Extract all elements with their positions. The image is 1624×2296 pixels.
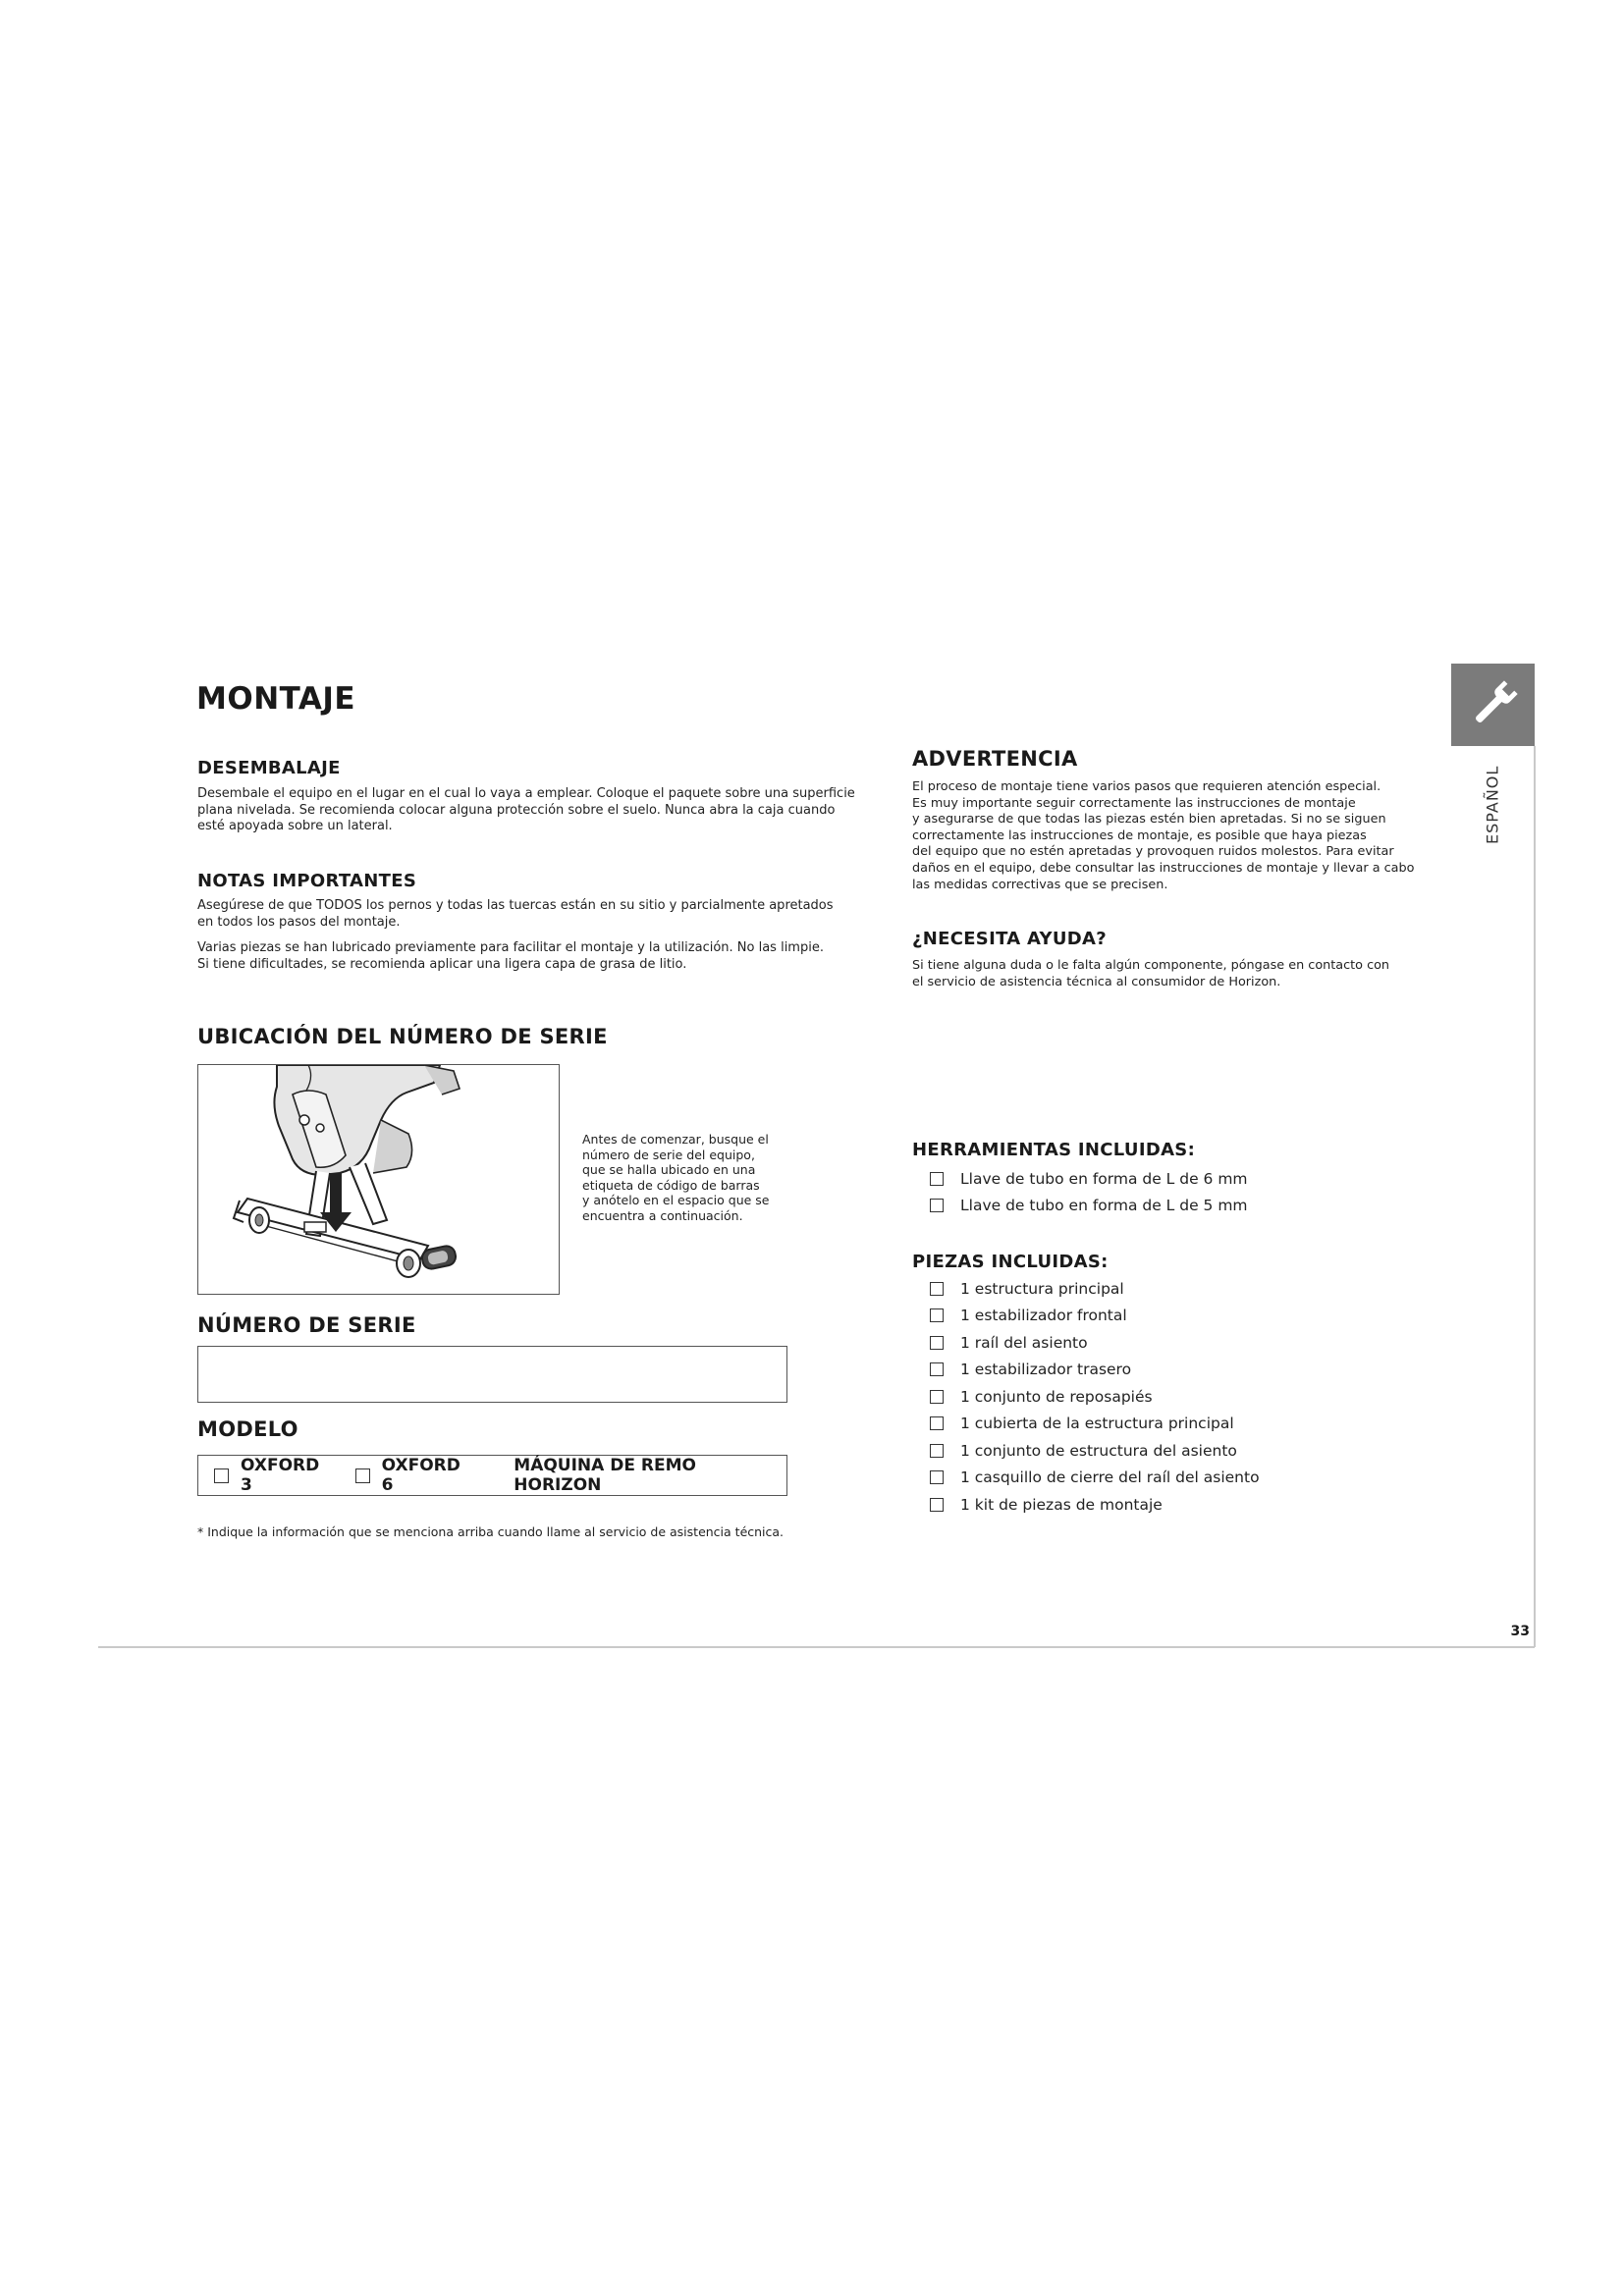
desembalaje-text: Desembale el equipo en el lugar en el cual lo vaya a emplear. Coloque el paquete sobre una superficie plana nivelada. Se recomienda colocar alguna protección sobre el suelo. Nunca abra la caja cuando esté apoyada sobre un lateral. (197, 786, 855, 833)
list-item[interactable] (930, 1411, 1260, 1438)
list-item[interactable] (930, 1437, 1260, 1465)
item-label: 1 conjunto de reposapiés (960, 1387, 1153, 1406)
modelo-heading: MODELO (197, 1417, 298, 1441)
item-label: 1 estructura principal (960, 1279, 1124, 1298)
serial-number-field[interactable] (197, 1346, 787, 1403)
notas-text-2: Varias piezas se han lubricado previamente para facilitar el montaje y la utilización. No las limpie. Si tiene dificultades, se recomienda aplicar una ligera capa de grasa de litio. (197, 940, 824, 972)
checkbox[interactable] (930, 1336, 944, 1350)
section-tab (1451, 664, 1535, 746)
herramientas-heading: HERRAMIENTAS INCLUIDAS: (912, 1140, 1196, 1160)
ayuda-heading: ¿NECESITA AYUDA? (912, 929, 1108, 949)
rower-illustration (198, 1065, 558, 1293)
list-item[interactable] (930, 1383, 1260, 1411)
checkbox[interactable] (930, 1362, 944, 1376)
serial-location-illustration (197, 1064, 560, 1295)
item-label: Llave de tubo en forma de L de 6 mm (960, 1169, 1248, 1188)
list-item[interactable] (930, 1357, 1260, 1384)
item-label: 1 raíl del asiento (960, 1333, 1088, 1352)
advertencia-text: El proceso de montaje tiene varios pasos que requieren atención especial. Es muy importante seguir correctamente las instrucciones de montaje y asegurarse de que todas las piezas estén bien apretadas. Si no se siguen correctamente las instrucciones de montaje, es posible que haya piezas del equipo que no estén apretadas y provoquen ruidos molestos. Para evitar daños en el equipo, debe consultar las instrucciones de montaje y llevar a cabo las medidas correctivas que se precisen. (912, 779, 1415, 892)
model-option-label: OXFORD 6 (381, 1456, 460, 1495)
checkbox[interactable] (930, 1282, 944, 1296)
model-option-oxford-3[interactable] (214, 1456, 336, 1495)
item-label: 1 kit de piezas de montaje (960, 1495, 1163, 1514)
numero-serie-heading: NÚMERO DE SERIE (197, 1313, 416, 1337)
checkbox[interactable] (930, 1444, 944, 1458)
model-option-label: OXFORD 3 (241, 1456, 320, 1495)
notas-heading: NOTAS IMPORTANTES (197, 871, 417, 891)
piezas-heading: PIEZAS INCLUIDAS: (912, 1252, 1109, 1272)
item-label: 1 estabilizador trasero (960, 1361, 1132, 1379)
wrench-icon (1463, 674, 1524, 735)
checkbox[interactable] (930, 1172, 944, 1186)
checkbox[interactable] (930, 1498, 944, 1512)
item-label: 1 casquillo de cierre del raíl del asiento (960, 1468, 1260, 1487)
item-label: 1 cubierta de la estructura principal (960, 1415, 1234, 1433)
herramientas-list (930, 1165, 1248, 1219)
desembalaje-heading: DESEMBALAJE (197, 758, 341, 778)
list-item[interactable] (930, 1303, 1260, 1330)
list-item[interactable] (930, 1491, 1260, 1519)
list-item[interactable] (930, 1465, 1260, 1492)
footer-rule (98, 1646, 1535, 1648)
list-item[interactable] (930, 1165, 1248, 1193)
checkbox[interactable] (930, 1308, 944, 1322)
advertencia-heading: ADVERTENCIA (912, 747, 1078, 771)
product-name: MÁQUINA DE REMO HORIZON (514, 1456, 696, 1495)
list-item[interactable] (930, 1193, 1248, 1220)
ubicacion-heading: UBICACIÓN DEL NÚMERO DE SERIE (197, 1025, 608, 1048)
page-title: MONTAJE (196, 681, 356, 717)
list-item[interactable] (930, 1275, 1260, 1303)
checkbox[interactable] (930, 1416, 944, 1430)
checkbox[interactable] (214, 1468, 229, 1483)
notas-text-1: Asegúrese de que TODOS los pernos y todas las tuercas están en su sitio y parcialmente apretados en todos los pasos del montaje. (197, 898, 834, 930)
piezas-list (930, 1275, 1260, 1519)
item-label: 1 estabilizador frontal (960, 1307, 1127, 1325)
ubicacion-caption: Antes de comenzar, busque el número de serie del equipo, que se halla ubicado en una etiqueta de código de barras y anótelo en el espacio que se encuentra a continuación. (582, 1132, 770, 1223)
checkbox[interactable] (930, 1199, 944, 1212)
language-label: ESPAÑOL (1483, 765, 1502, 845)
item-label: Llave de tubo en forma de L de 5 mm (960, 1197, 1248, 1215)
ayuda-text: Si tiene alguna duda o le falta algún componente, póngase en contacto con el servicio de asistencia técnica al consumidor de Horizon. (912, 958, 1390, 989)
footnote: * Indique la información que se menciona arriba cuando llame al servicio de asistencia técnica. (197, 1524, 785, 1539)
checkbox[interactable] (930, 1390, 944, 1404)
checkbox[interactable] (930, 1470, 944, 1484)
checkbox[interactable] (355, 1468, 370, 1483)
model-option-oxford-6[interactable] (355, 1456, 477, 1495)
model-selector (197, 1455, 787, 1496)
item-label: 1 conjunto de estructura del asiento (960, 1441, 1237, 1460)
list-item[interactable] (930, 1329, 1260, 1357)
sidebar-rule (1534, 746, 1536, 1647)
page-number: 33 (1510, 1624, 1530, 1639)
